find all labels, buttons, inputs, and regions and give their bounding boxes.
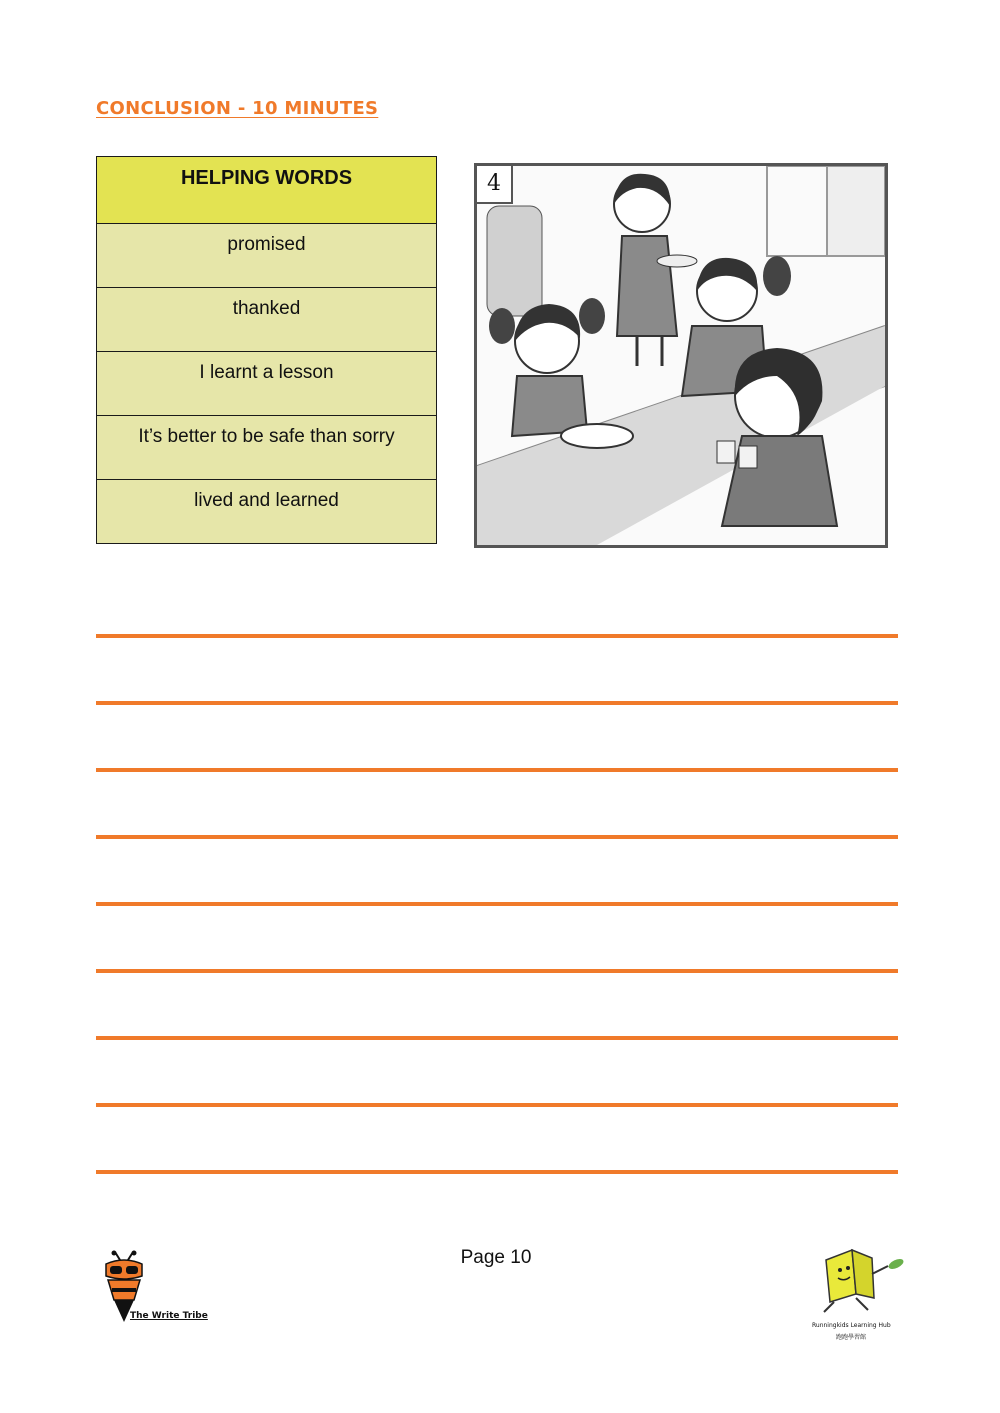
- helping-word-cell: thanked: [97, 288, 437, 352]
- running-book-icon: [812, 1244, 907, 1314]
- writing-line[interactable]: [96, 1036, 898, 1040]
- writing-line[interactable]: [96, 701, 898, 705]
- section-title: CONCLUSION - 10 MINUTES: [96, 98, 379, 119]
- story-illustration: [474, 163, 888, 548]
- right-logo-caption: Runningkids Learning Hub: [812, 1322, 891, 1329]
- runningkids-logo: [812, 1244, 907, 1344]
- page-number: Page 10: [460, 1247, 532, 1268]
- helping-words-header: HELPING WORDS: [97, 157, 437, 224]
- writing-line[interactable]: [96, 1103, 898, 1107]
- helping-word-cell: promised: [97, 224, 437, 288]
- writing-line[interactable]: [96, 902, 898, 906]
- writing-line[interactable]: [96, 969, 898, 973]
- canteen-girls-illustration-icon: [477, 166, 885, 545]
- helping-words-table: [96, 156, 437, 544]
- writing-line[interactable]: [96, 1170, 898, 1174]
- writing-line[interactable]: [96, 835, 898, 839]
- helping-word-cell: I learnt a lesson: [97, 352, 437, 416]
- left-logo-caption: The Write Tribe: [130, 1311, 208, 1321]
- writing-line[interactable]: [96, 634, 898, 638]
- right-logo-subcaption: 跑跑學習館: [836, 1334, 867, 1341]
- writing-line[interactable]: [96, 768, 898, 772]
- helping-word-cell: It’s better to be safe than sorry: [97, 416, 437, 480]
- helping-word-cell: lived and learned: [97, 480, 437, 544]
- write-tribe-logo: [100, 1250, 210, 1330]
- panel-number: 4: [477, 166, 513, 204]
